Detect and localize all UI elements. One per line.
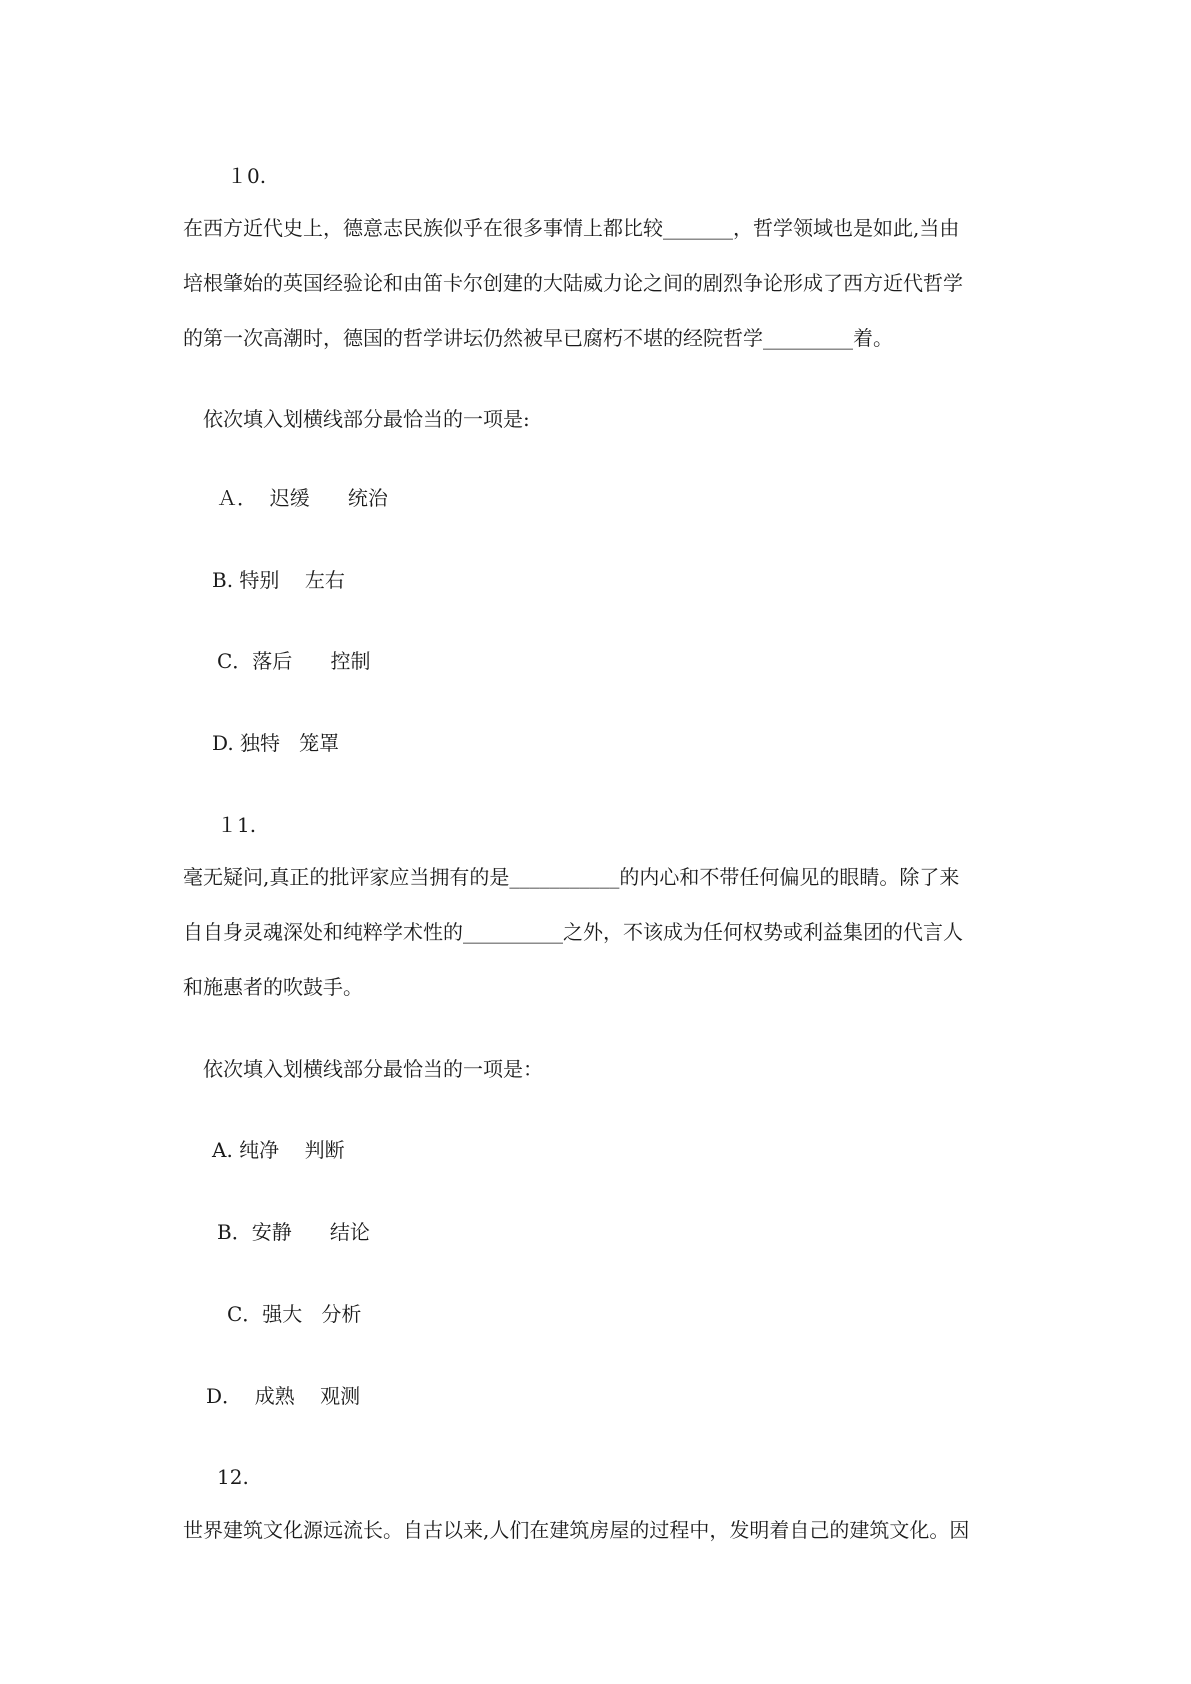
question-11-option-c: C．强大 分析 <box>227 1302 362 1326</box>
question-11-text-line-3: 和施惠者的吹鼓手。 <box>183 975 363 999</box>
question-11-prompt: 依次填入划横线部分最恰当的一项是： <box>203 1057 543 1081</box>
question-11-text-line-1: 毫无疑问,真正的批评家应当拥有的是___________的内心和不带任何偏见的眼睛。除了来 <box>183 865 960 889</box>
question-number-10: １0. <box>227 164 267 188</box>
question-11-option-b: B．安静 结论 <box>217 1220 370 1244</box>
question-number-12: 12. <box>217 1465 249 1489</box>
question-10-option-c: C．落后 控制 <box>217 649 371 673</box>
question-number-11: １1. <box>217 813 257 837</box>
question-10-option-b: B. 特别 左右 <box>212 568 345 592</box>
question-11-option-a: A. 纯净 判断 <box>212 1138 345 1162</box>
question-10-prompt: 依次填入划横线部分最恰当的一项是: <box>203 407 530 431</box>
question-11-option-d: D． 成熟 观测 <box>206 1384 361 1408</box>
question-10-option-d: D. 独特 笼罩 <box>212 731 340 755</box>
question-12-text-line-1: 世界建筑文化源远流长。自古以来,人们在建筑房屋的过程中，发明着自己的建筑文化。因 <box>183 1518 970 1542</box>
question-10-text-line-1: 在西方近代史上，德意志民族似乎在很多事情上都比较_______，哲学领域也是如此,当由 <box>183 216 960 240</box>
question-10-text-line-2: 培根肇始的英国经验论和由笛卡尔创建的大陆威力论之间的剧烈争论形成了西方近代哲学 <box>183 271 963 295</box>
question-10-text-line-3: 的第一次高潮时，德国的哲学讲坛仍然被早已腐朽不堪的经院哲学_________着。 <box>183 326 893 350</box>
question-10-option-a: Ａ． 迟缓 统治 <box>217 486 388 510</box>
question-11-text-line-2: 自自身灵魂深处和纯粹学术性的__________之外，不该成为任何权势或利益集团的代言人 <box>183 920 963 944</box>
